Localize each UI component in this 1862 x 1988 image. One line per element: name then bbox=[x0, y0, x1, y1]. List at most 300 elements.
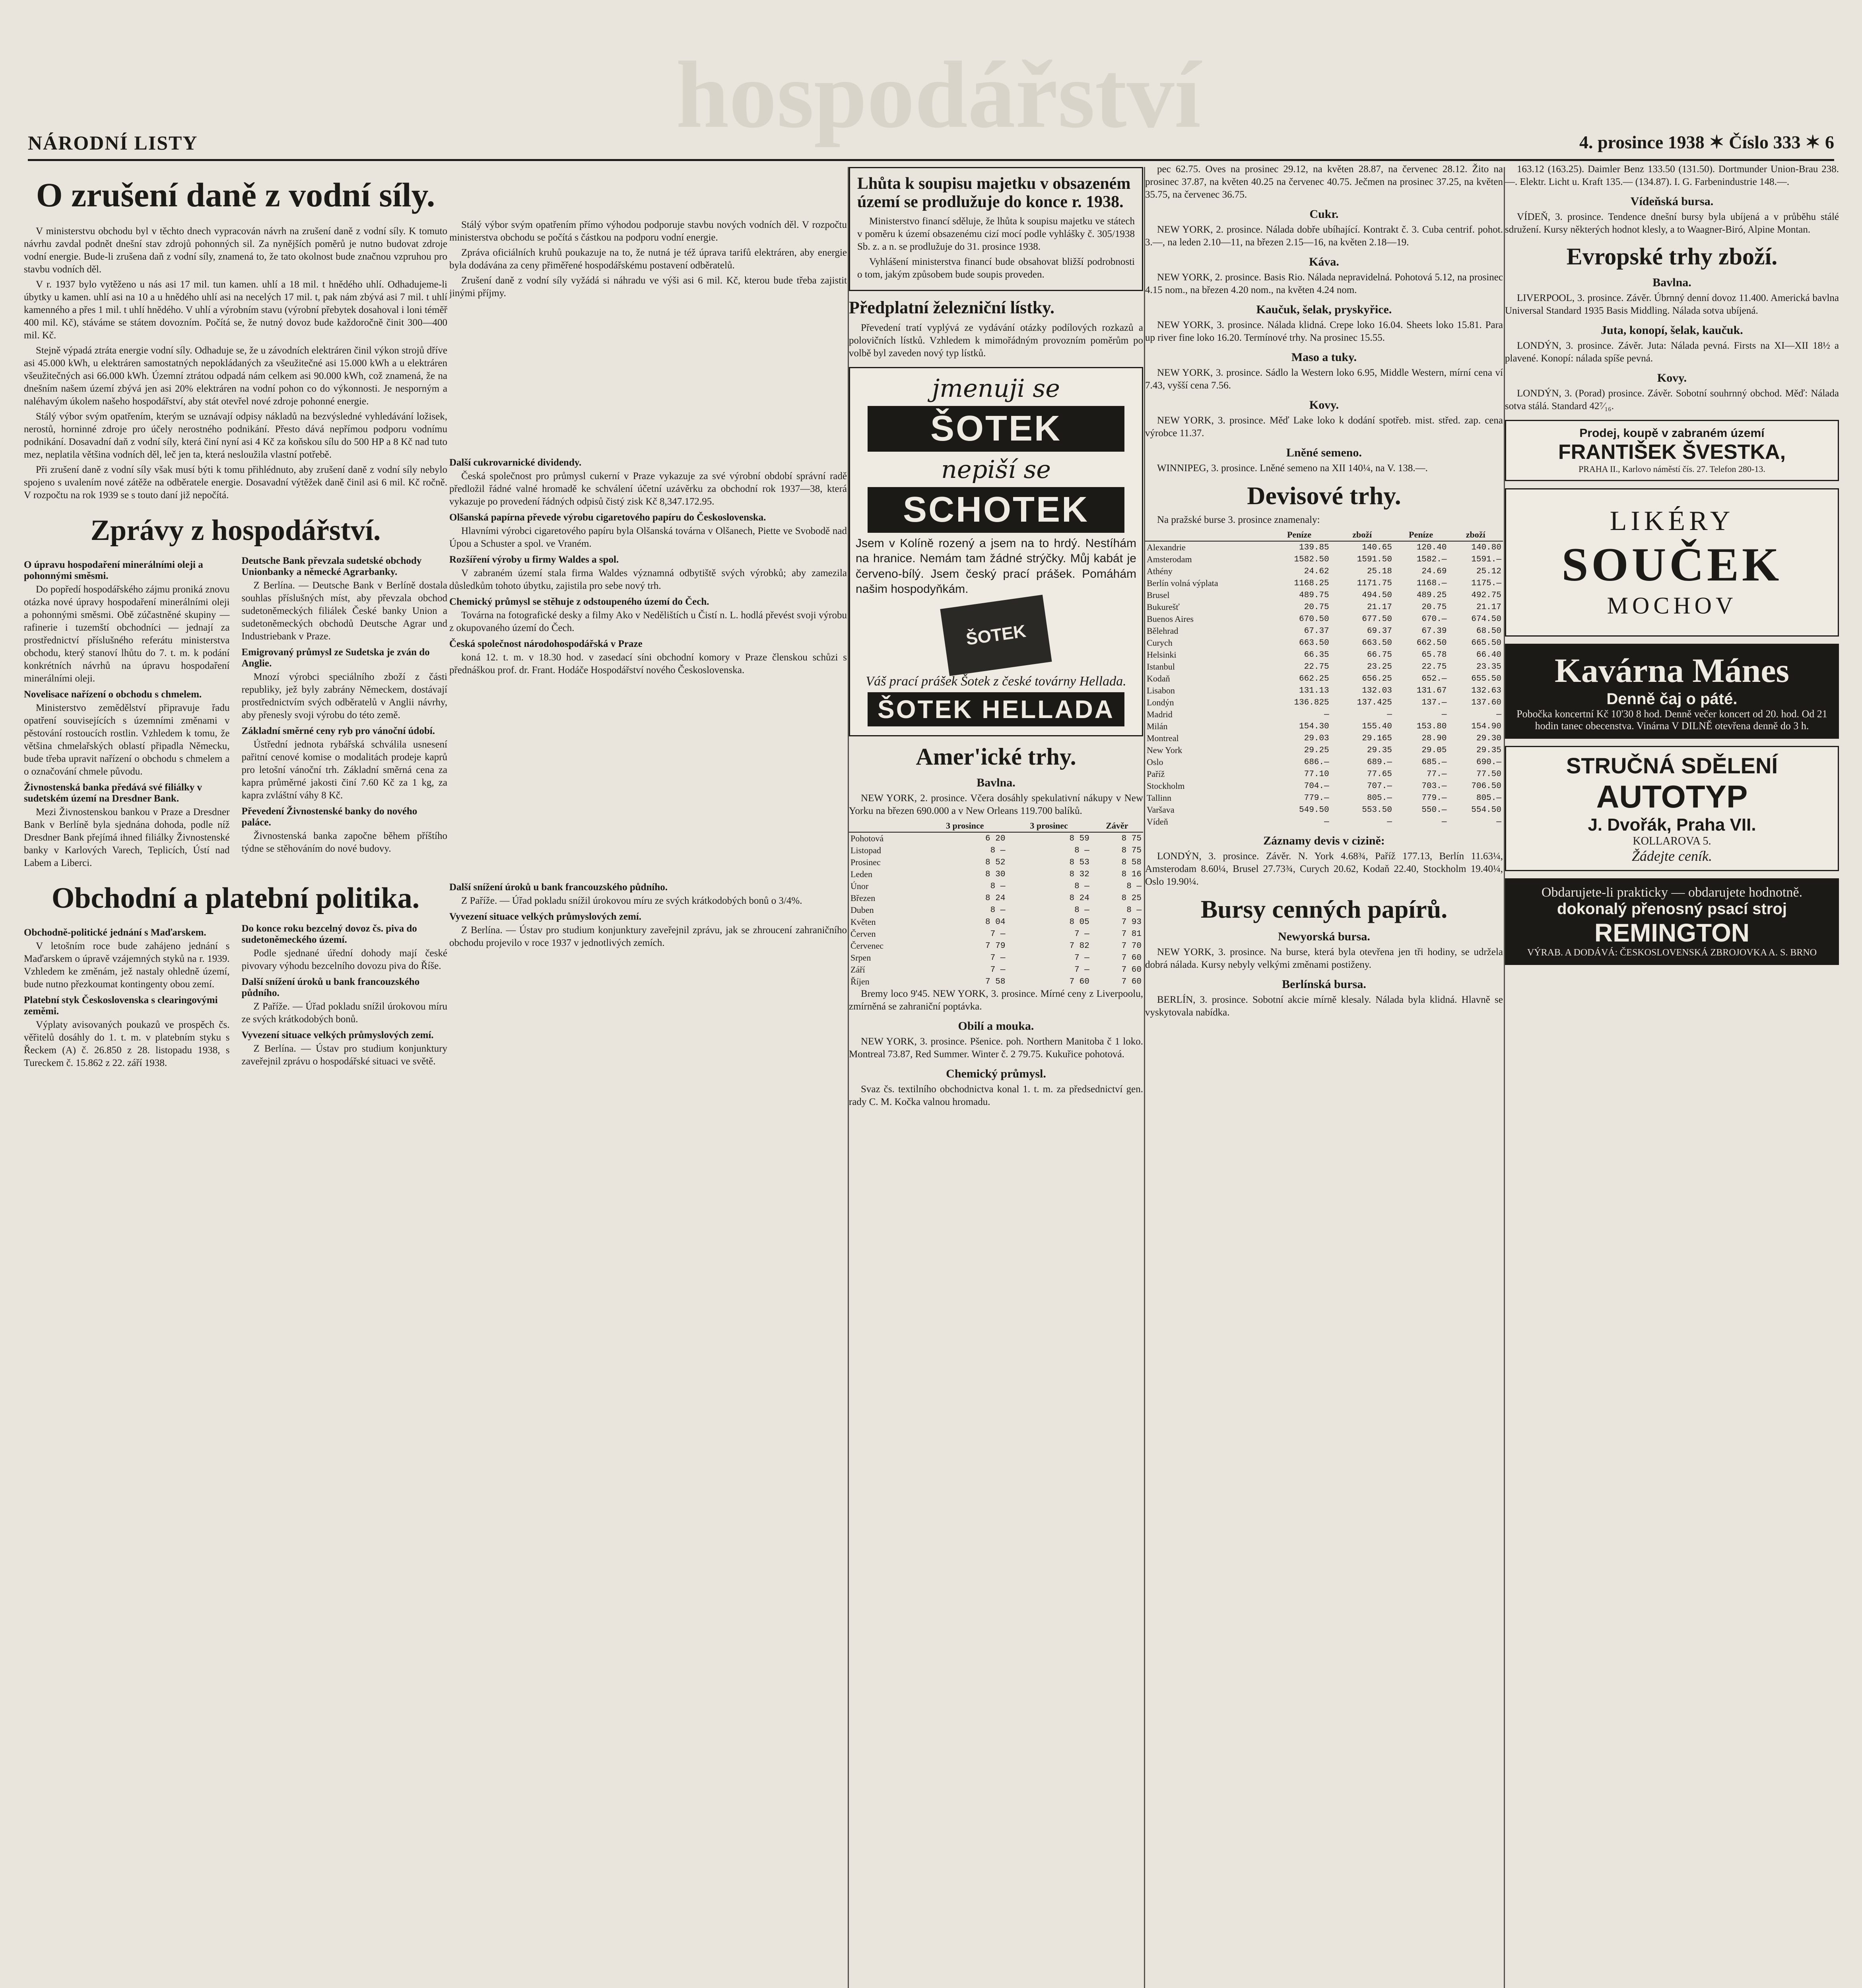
news-heading: Do konce roku bezcelný dovoz čs. piva do sudetoněmeckého území. bbox=[241, 923, 417, 945]
table-cell: 1175.— bbox=[1471, 579, 1501, 588]
table-cell: Únor bbox=[850, 881, 869, 891]
table-cell: — bbox=[1496, 710, 1501, 719]
news-text: Továrna na fotografické desky a filmy Ako v Nedělištích u Čistí n. L. hodlá převést svoji výrobu z okupovaného území do Čech. bbox=[449, 610, 847, 633]
table-cell: 77.50 bbox=[1476, 769, 1501, 779]
table-cell: 68.50 bbox=[1476, 626, 1501, 636]
table-cell: 29.25 bbox=[1304, 746, 1329, 755]
ad-small-text: Váš prací prášek Šotek z české továrny Hellada. bbox=[866, 674, 1126, 689]
cotton-row bbox=[849, 904, 1143, 916]
cotton-row bbox=[849, 976, 1143, 988]
table-cell: 8 05 bbox=[1069, 917, 1089, 927]
ad-brand-block: SCHOTEK bbox=[868, 487, 1124, 533]
news-text: Ministerstvo zemědělství připravuje řadu opatření souvisejících s územními změnami v pěstování rostoucích rostlin. Vzhledem k tomu, že většina chmelařských oblastí připadla Německu, bude třeba upravit nařízení o obchodu s chmelem a o označování chmele původu. bbox=[24, 703, 230, 777]
news-heading: Česká společnost národohospodářská v Praze bbox=[449, 639, 643, 649]
table-cell: 66.40 bbox=[1476, 650, 1501, 660]
table-cell: 22.75 bbox=[1421, 662, 1447, 672]
column-5 bbox=[1505, 163, 1839, 1988]
table-cell: — bbox=[1324, 817, 1329, 827]
article-paragraph: NEW YORK, 2. prosince. Včera dosáhly spekulativní nákupy v New Yorku na březen 690.000 a v New Orleans 119.700 balíků. bbox=[849, 793, 1143, 817]
subsection-title: Maso a tuky. bbox=[1291, 351, 1357, 364]
issue-info: 4. prosince 1938 ✶ Číslo 333 ✶ 6 bbox=[1579, 132, 1834, 152]
table-cell: 7 81 bbox=[1121, 929, 1142, 939]
table-cell: — bbox=[1441, 710, 1447, 719]
article-paragraph: NEW YORK, 2. prosince. Basis Rio. Nálada nepravidelná. Pohotová 5.12, na prosinec 4.15 nom., na březen 4.20 nom., na květen 4.24 nom. bbox=[1145, 272, 1503, 295]
table-cell: 24.69 bbox=[1421, 567, 1447, 576]
article-title: Předplatní železniční lístky. bbox=[849, 298, 1054, 318]
table-cell: 77.65 bbox=[1367, 769, 1392, 779]
table-cell: 66.35 bbox=[1304, 650, 1329, 660]
currency-row bbox=[1145, 697, 1503, 709]
table-cell: 8 04 bbox=[985, 917, 1006, 927]
cotton-row bbox=[849, 928, 1143, 940]
news-text: Živnostenská banka započne během příštího týdne se stěhováním do nové budovy. bbox=[241, 831, 447, 854]
table-cell: 67.39 bbox=[1421, 626, 1447, 636]
news-text: Do popředí hospodářského zájmu proniká znovu otázka nové úpravy hospodaření minerálními oleji a pohonnými směsmi. Obě zúčastněné skupiny — rafinerie i tuzemští obchodníci — jednají za prostřednictví příslušného referátu ministerstva obchodu, který stanoví lhůtu do 7. t. m. k podání konkrétních návrhů na úpravu hospodaření minerálními oleji. bbox=[24, 584, 230, 684]
table-cell: 7 79 bbox=[985, 941, 1006, 951]
currency-row bbox=[1145, 625, 1503, 637]
table-cell: 8 53 bbox=[1069, 858, 1089, 867]
ad-line: Žádejte ceník. bbox=[1632, 848, 1712, 864]
subsection-title: Vídeňská bursa. bbox=[1630, 195, 1714, 208]
article-paragraph: NEW YORK, 3. prosince. Nálada klidná. Crepe loko 16.04. Sheets loko 15.81. Para up river fine loko 16.20. Termínové trhy. Na prosinec 15.55. bbox=[1145, 320, 1503, 343]
ad-brand: Kavárna Mánes bbox=[1554, 651, 1790, 689]
table-cell: Londýn bbox=[1147, 697, 1174, 708]
currency-row bbox=[1145, 804, 1503, 816]
column-4 bbox=[1145, 163, 1503, 1988]
table-cell: 153.80 bbox=[1416, 722, 1447, 731]
table-cell: 8 25 bbox=[1121, 893, 1142, 903]
ad-line: Obdarujete-li prakticky — obdarujete hodnotně. bbox=[1541, 885, 1803, 900]
table-cell: — bbox=[1387, 817, 1392, 827]
table-cell: 132.63 bbox=[1471, 686, 1501, 695]
table-cell: 29.05 bbox=[1421, 746, 1447, 755]
table-cell: 553.50 bbox=[1362, 805, 1392, 815]
news-heading: Novelisace nařízení o obchodu s chmelem. bbox=[24, 689, 202, 700]
currency-row bbox=[1145, 589, 1503, 601]
news-heading: Další snížení úroků u bank francouzského půdního. bbox=[449, 882, 668, 893]
subsection-title: Kovy. bbox=[1657, 371, 1687, 384]
table-cell: 69.37 bbox=[1367, 626, 1392, 636]
table-cell: 8 75 bbox=[1121, 834, 1142, 843]
table-cell: 155.40 bbox=[1362, 722, 1392, 731]
table-cell: 655.50 bbox=[1471, 674, 1501, 683]
ad-brand-block: ŠOTEK HELLADA bbox=[868, 692, 1124, 726]
table-cell: 8 — bbox=[1126, 905, 1142, 915]
notice-title: Lhůta k soupisu majetku v obsazeném území se prodlužuje do konce r. 1938. bbox=[857, 175, 1131, 212]
table-cell: 8 — bbox=[1126, 881, 1142, 891]
table-cell: Bukurešť bbox=[1147, 602, 1180, 612]
news-text: Ústřední jednota rybářská schválila usnesení pařitní cenové komise o modalitách prodeje kaprů pro letošní vánoční trh. Základní směrná cena za kapra průměrné jakosti činí 7.60 Kč za 1 kg, za kapra zvláštní váhy 8 Kč. bbox=[241, 739, 447, 801]
currency-row bbox=[1145, 720, 1503, 732]
article-paragraph: VÍDEŇ, 3. prosince. Tendence dnešní bursy byla ubíjená a v průběhu stálé sdružení. Kursy některých hodnot klesly, a to Waagner-Biró, Alpine Montan. bbox=[1505, 212, 1839, 235]
news-heading: Další cukrovarnické dividendy. bbox=[449, 457, 582, 468]
table-cell: 137.— bbox=[1421, 698, 1447, 707]
table-cell: 8 16 bbox=[1121, 870, 1142, 879]
currency-row bbox=[1145, 780, 1503, 792]
news-text: Z Paříže. — Úřad pokladu snížil úrokovou míru ze svých krátkodobých bonů o 3/4%. bbox=[461, 895, 802, 906]
table-cell: 21.17 bbox=[1476, 602, 1501, 612]
notice-text: Ministerstvo financí sděluje, že lhůta k soupisu majetku ve státech v poměru k území obsazenému cizí mocí podle vyhlášky č. 305/1938 Sb. z. a n. se prodlužuje do 31. prosince 1938. bbox=[857, 216, 1135, 252]
currency-row bbox=[1145, 541, 1503, 553]
table-cell: 24.62 bbox=[1304, 567, 1329, 576]
subsection-title: Newyorská bursa. bbox=[1278, 930, 1370, 943]
news-heading: Vyvezení situace velkých průmyslových zemí. bbox=[449, 911, 642, 922]
table-cell: 25.12 bbox=[1476, 567, 1501, 576]
table-header-cell: zboží bbox=[1448, 529, 1503, 541]
ad-line: LIKÉRY bbox=[1610, 506, 1734, 536]
table-cell: 23.35 bbox=[1476, 662, 1501, 672]
article-title: O zrušení daně z vodní síly. bbox=[36, 176, 435, 214]
background-title: hospodářství bbox=[676, 42, 1201, 148]
table-cell: 29.30 bbox=[1476, 734, 1501, 743]
ad-brand: FRANTIŠEK ŠVESTKA, bbox=[1558, 441, 1786, 464]
table-cell: Varšava bbox=[1147, 805, 1175, 815]
table-cell: 8 24 bbox=[1069, 893, 1089, 903]
subsection-title: Bavlna. bbox=[1652, 276, 1691, 289]
ad-script-line: nepiší se bbox=[941, 454, 1051, 484]
currency-row bbox=[1145, 792, 1503, 804]
currency-row bbox=[1145, 577, 1503, 589]
table-header-cell: 3 prosinec bbox=[1007, 820, 1091, 832]
table-cell: 549.50 bbox=[1299, 805, 1329, 815]
table-cell: Curych bbox=[1147, 638, 1173, 648]
cotton-row bbox=[849, 952, 1143, 964]
table-cell: 663.50 bbox=[1362, 638, 1392, 648]
table-cell: 7 93 bbox=[1121, 917, 1142, 927]
table-cell: 8 — bbox=[990, 905, 1006, 915]
table-cell: 132.03 bbox=[1362, 686, 1392, 695]
ad-brand: AUTOTYP bbox=[1596, 779, 1748, 814]
table-cell: 67.37 bbox=[1304, 626, 1329, 636]
ad-line: Pobočka koncertní Kč 10'30 8 hod. Denně večer koncert od 20. hod. Od 21 hodin tanec obecenstva. Vinárna V DILNĚ otevřena denně do 3 h. bbox=[1516, 708, 1827, 732]
table-cell: 686.— bbox=[1304, 757, 1329, 767]
ad-line: KOLLAROVA 5. bbox=[1633, 835, 1711, 847]
section-title: Bursy cenných papírů. bbox=[1200, 895, 1448, 924]
table-cell: 66.75 bbox=[1367, 650, 1392, 660]
cotton-row bbox=[849, 880, 1143, 892]
table-cell: 120.40 bbox=[1416, 543, 1447, 552]
cotton-row bbox=[849, 856, 1143, 868]
cotton-row bbox=[849, 845, 1143, 856]
news-text: Výplaty avisovaných poukazů ve prospěch čs. věřitelů dosáhly do 1. t. m. v platebním styku s Řeckem (A) č. 26.850 z 28. listopadu 1938, s Tureckem č. 15.862 z 22. září 1938. bbox=[24, 1019, 230, 1068]
table-cell: 7 — bbox=[1074, 965, 1089, 975]
ad-brand-block: ŠOTEK bbox=[868, 406, 1124, 452]
table-cell: 7 — bbox=[990, 965, 1006, 975]
table-cell: 7 60 bbox=[1121, 965, 1142, 975]
article-paragraph: Svaz čs. textilního obchodnictva konal 1. t. m. za předsednictví gen. rady C. M. Kočka valnou hromadu. bbox=[849, 1084, 1143, 1108]
table-cell: 29.03 bbox=[1304, 734, 1329, 743]
currency-row bbox=[1145, 553, 1503, 565]
table-cell: Tallinn bbox=[1147, 793, 1172, 803]
article-paragraph: Na pražské burse 3. prosince znamenaly: bbox=[1157, 514, 1320, 526]
table-cell: 28.90 bbox=[1421, 734, 1447, 743]
article-paragraph: LONDÝN, 3. (Porad) prosince. Závěr. Sobotní souhrnný obchod. Měď: Nálada sotva stálá. Standard 42⁷⁄₁₆. bbox=[1505, 388, 1839, 412]
subsection-title: Káva. bbox=[1309, 255, 1339, 268]
table-cell: 8 75 bbox=[1121, 846, 1142, 855]
table-cell: 707.— bbox=[1367, 781, 1392, 791]
ad-brand: SOUČEK bbox=[1561, 538, 1782, 591]
currency-row bbox=[1145, 613, 1503, 625]
table-cell: 1582.50 bbox=[1294, 555, 1329, 564]
news-heading: Obchodně-politické jednání s Maďarskem. bbox=[24, 927, 206, 938]
table-header-cell: Peníze bbox=[1268, 529, 1331, 541]
subsection-title: Berlínská bursa. bbox=[1282, 977, 1366, 991]
article-paragraph: pec 62.75. Oves na prosinec 29.12, na květen 28.87, na červenec 28.12. Žito na prosinec 37.87, na květen 40.25 na červenec 40.75. Ječmen na prosinec 37.25, na květen 35.75, na červenec 36.75. bbox=[1145, 164, 1503, 200]
table-cell: 690.— bbox=[1476, 757, 1501, 767]
news-text: Z Paříže. — Úřad pokladu snížil úrokovou míru ze svých krátkodobých bonů. bbox=[241, 1001, 447, 1025]
table-cell: Září bbox=[850, 965, 865, 975]
cotton-row bbox=[849, 832, 1143, 845]
table-cell: Brusel bbox=[1147, 590, 1170, 600]
ad-script-line: jmenuji se bbox=[932, 373, 1060, 403]
table-cell: Pohotová bbox=[850, 833, 884, 844]
soucek-advertisement bbox=[1505, 488, 1839, 637]
table-cell: — bbox=[1441, 817, 1447, 827]
table-cell: 7 — bbox=[1074, 953, 1089, 963]
subsection-title: Chemický průmysl. bbox=[946, 1067, 1046, 1081]
sotek-advertisement bbox=[849, 367, 1143, 737]
news-heading: Platební styk Československa s clearingovými zeměmi. bbox=[24, 995, 218, 1017]
product-box-image: ŠOTEK bbox=[940, 595, 1052, 676]
table-cell: 8 — bbox=[990, 846, 1006, 855]
currency-row bbox=[1145, 673, 1503, 685]
news-text: Z Berlína. — Ústav pro studium konjunktury zaveřejnil zprávu, jak se zhroucení zahraničního obchodu projevilo v roce 1937 v jednotlivých zemích. bbox=[449, 925, 847, 948]
table-cell: 8 59 bbox=[1069, 834, 1089, 843]
news-heading: Převedení Živnostenské banky do nového paláce. bbox=[241, 806, 417, 828]
table-cell: 6 20 bbox=[985, 834, 1006, 843]
table-cell: 662.25 bbox=[1299, 674, 1329, 683]
table-cell: 7 — bbox=[990, 929, 1006, 939]
article-paragraph: Stejně výpadá ztráta energie vodní síly. Odhaduje se, že u závodních elektráren činil výkon strojů dříve asi 45.000 kWh, u elektráren samostatných nepokládaných za všeužitečné asi 15.000 kWh a u elektráren všeužitečných asi 66.000 kWh. Územní ztrátou odpadá nám celkem asi 90.000 kWh, což znamená, že na dnešním našem území zbývá jen asi 20% elektráren na vodní pohon co do výkonnosti. Je nesporným a naléhavým úkolem našeho hospodářství, aby stát otevřel nové zdroje pohonné energie. bbox=[24, 345, 447, 407]
table-cell: Helsinki bbox=[1147, 650, 1177, 660]
table-cell: 674.50 bbox=[1471, 614, 1501, 624]
table-header-cell bbox=[849, 820, 923, 832]
table-cell: 25.18 bbox=[1367, 567, 1392, 576]
table-cell: 677.50 bbox=[1362, 614, 1392, 624]
ad-line: STRUČNÁ SDĚLENÍ bbox=[1566, 753, 1778, 778]
table-cell: 8 30 bbox=[985, 870, 1006, 879]
table-cell: 154.90 bbox=[1471, 722, 1501, 731]
article-paragraph: 163.12 (163.25). Daimler Benz 133.50 (131.50). Dortmunder Union-Brau 238.—. Elektr. Licht u. Kraft 135.— (134.87). I. G. Farbenindustrie 148.—. bbox=[1505, 164, 1839, 187]
table-cell: 20.75 bbox=[1421, 602, 1447, 612]
news-text: koná 12. t. m. v 18.30 hod. v zasedací síni obchodní komory v Praze členskou schůzi s přednáškou prof. dr. Frant. Hodáče Hospodářství nového Československa. bbox=[449, 652, 847, 676]
table-cell: Madrid bbox=[1147, 709, 1173, 720]
table-cell: 29.35 bbox=[1367, 746, 1392, 755]
table-cell: Říjen bbox=[850, 977, 870, 987]
news-text: Podle sjednané úřední dohody mají české pivovary výhodu bezcelního dovozu piva do Říše. bbox=[241, 948, 447, 971]
cotton-row bbox=[849, 940, 1143, 952]
table-cell: 489.25 bbox=[1416, 590, 1447, 600]
table-header-cell: 3 prosince bbox=[923, 820, 1007, 832]
currency-row bbox=[1145, 685, 1503, 697]
column-2 bbox=[449, 163, 847, 1988]
section-title: Zprávy z hospodářství. bbox=[90, 514, 381, 547]
table-cell: Duben bbox=[850, 905, 874, 915]
column-3 bbox=[849, 163, 1143, 1988]
subsection-title: Cukr. bbox=[1309, 208, 1339, 221]
news-text: Mnozí výrobci speciálního zboží z části republiky, jež byly zabrány Německem, dostávají prostřednictvím svých odběratelů v Anglii návrhy, aby přenesly svoji výrobu do této země. bbox=[241, 672, 447, 720]
article-paragraph: NEW YORK, 3. prosince. Na burse, která byla otevřena jen tři hodiny, se udržela dobrá nálada. Kursy nebyly velkými změnami postiženy. bbox=[1145, 946, 1503, 970]
table-cell: 489.75 bbox=[1299, 590, 1329, 600]
ad-brand: REMINGTON bbox=[1594, 918, 1749, 947]
table-cell: 670.— bbox=[1421, 614, 1447, 624]
article-paragraph: Zrušení daně z vodní síly vyžádá si náhradu ve výši asi 6 mil. Kč, kterou bude třeba zajistit jinými příjmy. bbox=[449, 275, 847, 299]
table-cell: 779.— bbox=[1304, 793, 1329, 803]
table-cell: 8 52 bbox=[985, 858, 1006, 867]
currency-row bbox=[1145, 816, 1503, 828]
table-cell: 779.— bbox=[1421, 793, 1447, 803]
table-cell: 29.165 bbox=[1362, 734, 1392, 743]
news-heading: Olšanská papírna převede výrobu cigaretového papíru do Československa. bbox=[449, 512, 766, 523]
table-cell: 1591.— bbox=[1471, 555, 1501, 564]
table-cell: Milán bbox=[1147, 721, 1168, 732]
table-cell: Buenos Aires bbox=[1147, 614, 1194, 624]
article-paragraph: V r. 1937 bylo vytěženo u nás asi 17 mil. tun kamen. uhlí a 18 mil. t hnědého uhlí. Odhadujeme-li úbytky u kamen. uhlí asi na 10 a u hnědého uhlí asi na necelých 17 mil. t, pak nám zbývá asi 7 mil. t uhlí kamenného a přes 1 mil. t uhlí hnědého. V uhlí a výrobním stavu (výrobní přebytek dosahoval i loni téměř 400 mil. Kč), stáváme se státem dovozním. Počítá se, že nutný dovoz bude každoročně činit 300—400 mil. Kč. bbox=[24, 279, 447, 341]
table-cell: Bělehrad bbox=[1147, 626, 1179, 636]
table-cell: 7 60 bbox=[1121, 977, 1142, 986]
news-heading: Další snížení úroků u bank francouzského půdního. bbox=[241, 977, 420, 998]
table-cell: 139.85 bbox=[1299, 543, 1329, 552]
table-cell: 77.10 bbox=[1304, 769, 1329, 779]
article-paragraph: Převedení tratí vyplývá ze vydávání otázky podílových rozkazů a polovičních lístků. Vzhledem k mimořádným provozním poměrům po volbě byl zaveden nový typ lístků. bbox=[849, 322, 1143, 359]
table-cell: 665.50 bbox=[1471, 638, 1501, 648]
news-text: Z Berlína. — Ústav pro studium konjunktury zaveřejnil zprávu o hospodářské situaci ve světě. bbox=[241, 1043, 447, 1067]
boxed-notice bbox=[849, 167, 1143, 291]
table-cell: Leden bbox=[850, 869, 872, 879]
table-cell: Červenec bbox=[850, 941, 884, 951]
table-cell: 1591.50 bbox=[1357, 555, 1392, 564]
autotyp-advertisement bbox=[1505, 746, 1839, 871]
table-cell: Athény bbox=[1147, 566, 1173, 577]
table-cell: Alexandrie bbox=[1147, 542, 1186, 553]
table-cell: 8 24 bbox=[985, 893, 1006, 903]
table-cell: 652.— bbox=[1421, 674, 1447, 683]
table-cell: 137.425 bbox=[1357, 698, 1392, 707]
table-cell: 8 — bbox=[1074, 846, 1089, 855]
currency-row bbox=[1145, 744, 1503, 756]
table-cell: Březen bbox=[850, 893, 876, 903]
table-cell: 550.— bbox=[1421, 805, 1447, 815]
table-cell: 7 82 bbox=[1069, 941, 1089, 951]
ad-line: dokonalý přenosný psací stroj bbox=[1557, 900, 1787, 918]
section-title: Devisové trhy. bbox=[1247, 481, 1401, 510]
table-cell: 1168.25 bbox=[1294, 579, 1329, 588]
currency-row bbox=[1145, 709, 1503, 720]
table-cell: 22.75 bbox=[1304, 662, 1329, 672]
article-paragraph: Při zrušení daně z vodní síly však musí býti k tomu přihlédnuto, aby zrušení daně z vodní síly nebylo spojeno s uvalením nové zátěže na odběratele energie. Dosavadní výtěžek daně činil asi 6 mil. Kč ročně. V rozpočtu na rok 1939 se s touto daní již nepočítá. bbox=[24, 464, 447, 501]
section-title: Amer'ické trhy. bbox=[916, 744, 1076, 770]
section-title: Evropské trhy zboží. bbox=[1566, 243, 1778, 270]
table-cell: — bbox=[1324, 710, 1329, 719]
currency-row bbox=[1145, 637, 1503, 649]
ad-text: Jsem v Kolíně rozený a jsem na to hrdý. Nestíhám na hranice. Nemám tam žádné strýčky. Můj kabát je červeno-bílý. Jsem český prací prášek. Pomáhám našim hospodyňkám. bbox=[856, 536, 1136, 596]
table-cell: Vídeň bbox=[1147, 817, 1168, 827]
ad-line: Prodej, koupě v zabraném území bbox=[1579, 427, 1765, 440]
article-paragraph: Zpráva oficiálních kruhů poukazuje na to, že nutná je též úprava tarifů elektráren, aby energie byla dodávána za ceny přiměřené hospodářskému postavení odběratelů. bbox=[449, 247, 847, 271]
notice-text: Vyhlášení ministerstva financí bude obsahovat bližší podrobnosti o tom, jakým způsobem bude soupis proveden. bbox=[857, 256, 1135, 280]
table-cell: 29.35 bbox=[1476, 746, 1501, 755]
cotton-row bbox=[849, 916, 1143, 928]
table-cell: 689.— bbox=[1367, 757, 1392, 767]
table-cell: 554.50 bbox=[1471, 805, 1501, 815]
news-heading: Vyvezení situace velkých průmyslových zemí. bbox=[241, 1030, 434, 1041]
table-cell: 7 70 bbox=[1121, 941, 1142, 951]
table-cell: 494.50 bbox=[1362, 590, 1392, 600]
news-heading: O úpravu hospodaření minerálními oleji a pohonnými směsmi. bbox=[24, 559, 203, 581]
news-text: Z Berlína. — Deutsche Bank v Berlíně dostala souhlas příslušných míst, aby převzala obchod sudetoněmeckých filiálek České banky Union a sudetoněmeckých obchodů Deutsche Agrar und Industriebank v Praze. bbox=[241, 580, 447, 642]
currency-row bbox=[1145, 661, 1503, 673]
table-cell: Montreal bbox=[1147, 733, 1179, 744]
table-cell: 7 60 bbox=[1069, 977, 1089, 986]
table-cell: 140.65 bbox=[1362, 543, 1392, 552]
ad-line: Denně čaj o páté. bbox=[1606, 690, 1738, 708]
cotton-table bbox=[849, 820, 1143, 988]
table-cell: 663.50 bbox=[1299, 638, 1329, 648]
table-cell: 154.30 bbox=[1299, 722, 1329, 731]
news-heading: Rozšíření výroby u firmy Waldes a spol. bbox=[449, 554, 619, 565]
news-text: V zabraném území stala firma Waldes významná odbytiště svých výrobků; aby zamezila důsledkům tohoto úbytku, zajistila pro sebe nový trh. bbox=[449, 568, 847, 591]
table-cell: 670.50 bbox=[1299, 614, 1329, 624]
currency-row bbox=[1145, 565, 1503, 577]
table-cell: Květen bbox=[850, 917, 876, 927]
news-heading: Deutsche Bank převzala sudetské obchody Unionbanky a německé Agrarbanky. bbox=[241, 555, 422, 577]
table-cell: New York bbox=[1147, 745, 1182, 755]
table-cell: 8 32 bbox=[1069, 870, 1089, 879]
table-cell: 1168.— bbox=[1416, 579, 1447, 588]
table-cell: 805.— bbox=[1476, 793, 1501, 803]
table-cell: 704.— bbox=[1304, 781, 1329, 791]
article-paragraph: LONDÝN, 3. prosince. Závěr. Juta: Nálada pevná. Firsts na XI—XII 18½ a plavené. Konopí: nálada spíše pevná. bbox=[1505, 340, 1839, 364]
table-cell: 7 58 bbox=[985, 977, 1006, 986]
table-cell: Paříž bbox=[1147, 769, 1165, 779]
table-cell: Prosinec bbox=[850, 857, 881, 868]
table-cell: 662.50 bbox=[1416, 638, 1447, 648]
table-cell: 140.80 bbox=[1471, 543, 1501, 552]
remington-advertisement bbox=[1505, 878, 1839, 965]
table-cell: 136.825 bbox=[1294, 698, 1329, 707]
table-cell: — bbox=[1496, 817, 1501, 827]
table-cell: 703.— bbox=[1421, 781, 1447, 791]
news-text: Mezi Živnostenskou bankou v Praze a Dresdner Bank v Berlíně byla sjednána dohoda, podle níž Dresdner Bank přejímá ihned filiálky Živnostenské banky v Karlových Varech, Teplicích, Ústí nad Labem a Liberci. bbox=[24, 807, 230, 868]
table-cell: Istanbul bbox=[1147, 662, 1175, 672]
news-heading: Emigrovaný průmysl ze Sudetska je zván do Anglie. bbox=[241, 647, 430, 669]
news-columns bbox=[24, 555, 447, 870]
table-cell: 23.25 bbox=[1367, 662, 1392, 672]
table-cell: Berlín volná výplata bbox=[1147, 578, 1218, 588]
table-cell: 7 — bbox=[1074, 929, 1089, 939]
subsection-title: Juta, konopí, šelak, kaučuk. bbox=[1601, 324, 1743, 337]
page-header bbox=[28, 131, 1834, 161]
currency-row bbox=[1145, 768, 1503, 780]
table-cell: 131.13 bbox=[1299, 686, 1329, 695]
manes-advertisement bbox=[1505, 644, 1839, 739]
currency-row bbox=[1145, 649, 1503, 661]
ad-line: J. Dvořák, Praha VII. bbox=[1588, 815, 1756, 835]
article-paragraph: NEW YORK, 3. prosince. Pšenice. poh. Northern Manitoba č 1 loko. Montreal 73.87, Red Summer. Winter č. 2 79.75. Kukuřice pohotová. bbox=[849, 1036, 1143, 1060]
news-text: Česká společnost pro průmysl cukerní v Praze vykazuje za své výrobní období správní radě předložil řádné valné hromadě ke schválení účetní uzávěrku za obchodní rok 1937—38, která vykazuje po provedení řádných odpisů čistý zisk Kč 8,347.172.95. bbox=[449, 471, 847, 507]
table-cell: 8 — bbox=[1074, 905, 1089, 915]
cotton-row bbox=[849, 964, 1143, 976]
currency-row bbox=[1145, 756, 1503, 768]
article-paragraph: V ministerstvu obchodu byl v těchto dnech vypracován návrh na zrušení daně z vodní síly. K tomuto návrhu zavdal podnět dnešní stav zdrojů pohonných sil. Za nynějších poměrů je nutno budovat zdroje vodní energie. Bude-li zrušena daň z vodní síly, znamená to, že tato okolnost bude značnou vzpruhou pro stavbu vodních děl. bbox=[24, 226, 447, 275]
table-cell: 8 — bbox=[990, 881, 1006, 891]
news-text: Hlavními výrobci cigaretového papíru byla Olšanská továrna v Olšanech, Piette ve Svobodě nad Úpou a Schuster a spol. ve Vraném. bbox=[449, 526, 847, 549]
table-cell: Kodaň bbox=[1147, 674, 1170, 684]
ad-line: MOCHOV bbox=[1607, 592, 1737, 619]
article-paragraph: NEW YORK, 3. prosince. Měď Lake loko k dodání spotřeb. mist. střed. zap. cena výrobce 11.37. bbox=[1145, 415, 1503, 439]
section-title: Obchodní a platební politika. bbox=[51, 882, 420, 914]
newspaper-name: NÁRODNÍ LISTY bbox=[28, 132, 198, 154]
